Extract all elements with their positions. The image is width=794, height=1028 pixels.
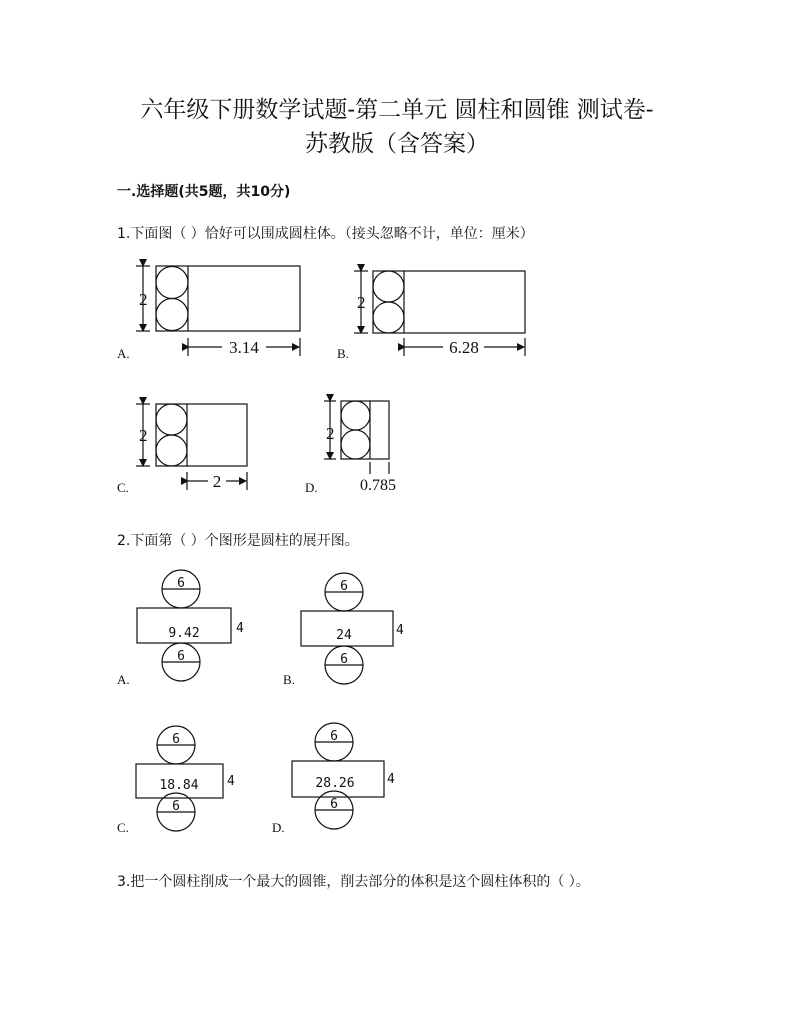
section-heading: 一.选择题(共5题，共10分) bbox=[117, 184, 291, 200]
q1-option-a-label: A. bbox=[117, 346, 130, 361]
q1-figure-c bbox=[136, 404, 247, 490]
question-1-text: 1.下面图（ ）恰好可以围成圆柱体。（接头忽略不计，单位：厘米） bbox=[117, 226, 534, 242]
q1-a-width-label: 3.14 bbox=[229, 338, 259, 357]
q2-a-length: 9.42 bbox=[168, 626, 200, 641]
q2-option-b-label: B. bbox=[283, 672, 295, 687]
q2-c-height: 4 bbox=[227, 774, 235, 789]
q2-a-top-diameter: 6 bbox=[177, 576, 185, 591]
question-2-text: 2.下面第（ ）个图形是圆柱的展开图。 bbox=[117, 533, 359, 549]
q1-c-height-label: 2 bbox=[139, 426, 148, 445]
q2-d-height: 4 bbox=[387, 772, 395, 787]
q1-option-c-label: C. bbox=[117, 480, 129, 495]
q1-option-d-label: D. bbox=[305, 480, 318, 495]
q2-c-length: 18.84 bbox=[159, 778, 199, 793]
page-title-line2: 苏教版（含答案） bbox=[305, 131, 489, 157]
q2-b-length: 24 bbox=[336, 628, 352, 643]
q1-c-width-label: 2 bbox=[212, 472, 222, 491]
q2-d-top-diameter: 6 bbox=[330, 729, 338, 744]
q1-b-height-label: 2 bbox=[357, 293, 366, 312]
q2-b-height: 4 bbox=[396, 623, 404, 638]
q2-a-height: 4 bbox=[236, 621, 244, 636]
q2-b-top-diameter: 6 bbox=[340, 579, 348, 594]
q2-d-bottom-diameter: 6 bbox=[330, 797, 338, 812]
q2-a-bottom-diameter: 6 bbox=[177, 649, 185, 664]
q2-option-d-label: D. bbox=[272, 820, 285, 835]
q2-option-a-label: A. bbox=[117, 672, 130, 687]
q1-figure-b bbox=[354, 271, 525, 356]
q1-a-height-label: 2 bbox=[139, 290, 148, 309]
q2-b-bottom-diameter: 6 bbox=[340, 652, 348, 667]
q1-d-width-label: 0.785 bbox=[360, 477, 396, 494]
q2-c-top-diameter: 6 bbox=[172, 732, 180, 747]
q1-b-width-label: 6.28 bbox=[449, 338, 479, 357]
page-title-line1: 六年级下册数学试题-第二单元 圆柱和圆锥 测试卷- bbox=[140, 97, 654, 123]
question-3-text: 3.把一个圆柱削成一个最大的圆锥，削去部分的体积是这个圆柱体积的（ ）。 bbox=[117, 874, 590, 890]
q2-c-bottom-diameter: 6 bbox=[172, 799, 180, 814]
q1-d-height-label: 2 bbox=[326, 424, 335, 443]
q2-d-length: 28.26 bbox=[315, 776, 355, 791]
q1-option-b-label: B. bbox=[337, 346, 349, 361]
q2-option-c-label: C. bbox=[117, 820, 129, 835]
q1-figure-a bbox=[136, 266, 300, 356]
